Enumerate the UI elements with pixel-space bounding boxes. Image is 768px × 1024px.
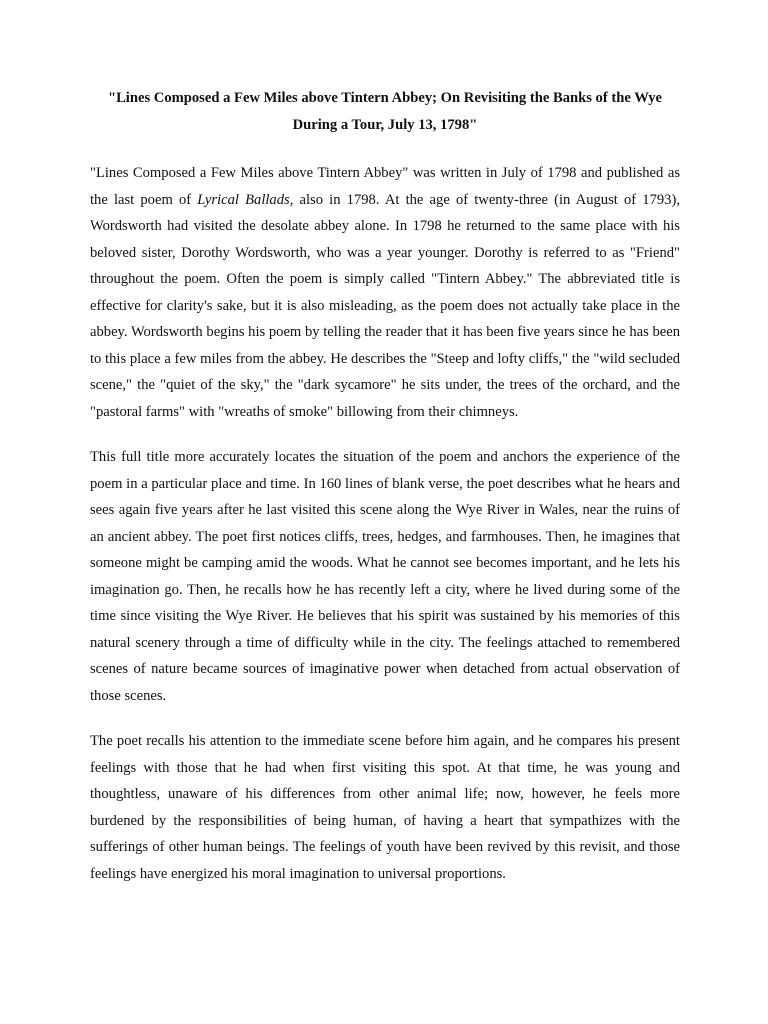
lyrical-ballads-italic: Lyrical Ballads (197, 191, 290, 208)
document-page (90, 85, 680, 906)
paragraph-1-text-start: "Lines Composed a Few Miles above Tintern Abbey" was written in July of 1798 and published as the last poem of (90, 165, 680, 208)
document-title (90, 85, 680, 138)
title-line-1: "Lines Composed a Few Miles above Tintern Abbey; On Revisiting the Banks of the Wye (107, 90, 663, 106)
paragraph-1 (90, 160, 680, 425)
paragraph-2: This full title more accurately locates the situation of the poem and anchors the experience of the poem in a particular place and time. In 160 lines of blank verse, the poet describes what he hears and sees again five years after he last visited this scene along the Wye River in Wales, near the ruins of an ancient abbey. The poet first notices cliffs, trees, hedges, and farmhouses. Then, he imagines that someone might be camping amid the woods. What he cannot see becomes important, and he lets his imagination go. Then, he recalls how he has recently left a city, where he lived during some of the time since visiting the Wye River. He believes that his spirit was sustained by his memories of this natural scenery through a time of difficulty while in the city. The feelings attached to remembered scenes of nature became sources of imaginative power when detached from actual observation of those scenes. (90, 449, 680, 704)
paragraph-3: The poet recalls his attention to the immediate scene before him again, and he compares his present feelings with those that he had when first visiting this spot. At that time, he was young and thoughtless, unaware of his differences from other animal life; now, however, he feels more burdened by the responsibilities of being human, of having a heart that sympathizes with the sufferings of other human beings. The feelings of youth have been revived by this revisit, and those feelings have energized his moral imagination to universal proportions. (90, 733, 680, 882)
title-line-2: During a Tour, July 13, 1798" (292, 116, 478, 133)
paragraph-1-text-end: , also in 1798. At the age of twenty-three (in August of 1793), Wordsworth had visited the desolate abbey alone. In 1798 he returned to the same place with his beloved sister, Dorothy Wordsworth, who was a year younger. Dorothy is referred to as "Friend" throughout the poem. Often the poem is simply called "Tintern Abbey." The abbreviated title is effective for clarity's sake, but it is also misleading, as the poem does not actually take place in the abbey. Wordsworth begins his poem by telling the reader that it has been five years since he has been to this place a few miles from the abbey. He describes the "Steep and lofty cliffs," the "wild secluded scene," the "quiet of the sky," the "dark sycamore" he sits under, the trees of the orchard, and the "pastoral farms" with "wreaths of smoke" billowing from their chimneys. (90, 191, 680, 420)
